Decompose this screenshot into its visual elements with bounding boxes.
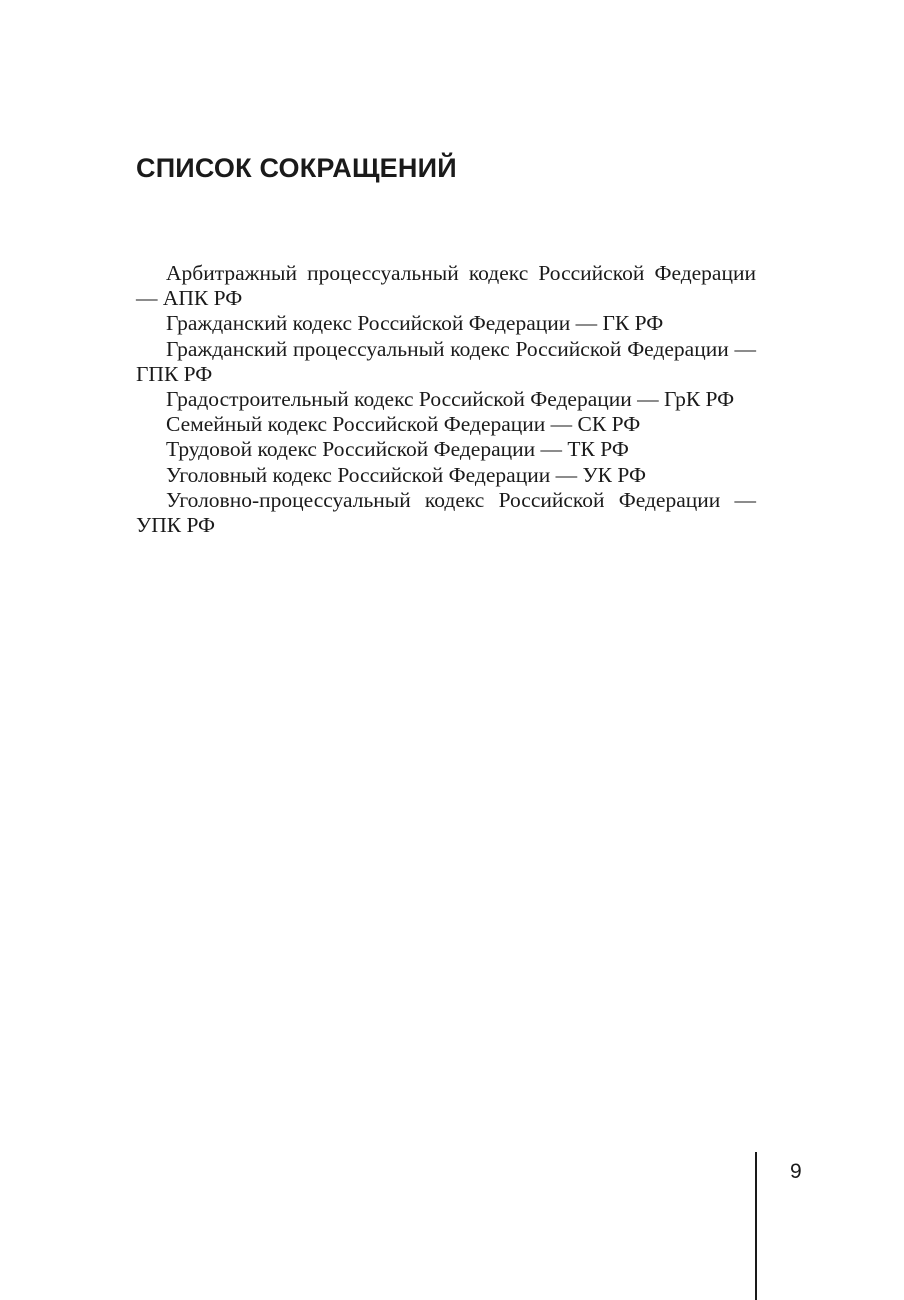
page-title: СПИСОК СОКРАЩЕНИЙ [136, 153, 457, 183]
abbreviation-item-uk: Уголовный кодекс Российской Федерации — УК РФ [166, 462, 646, 487]
abbreviation-item-tk: Трудовой кодекс Российской Федерации — ТК РФ [166, 437, 629, 462]
abbreviation-item-gpk: Гражданский процессуальный кодекс Российской Федерации — ГПК РФ [136, 336, 756, 386]
page-number-divider [755, 1152, 757, 1300]
abbreviation-item-grk: Градостроительный кодекс Российской Федерации — ГрК РФ [166, 387, 735, 412]
abbreviation-item-upk: Уголовно-процессуальный кодекс Российской Федерации — УПК РФ [136, 487, 756, 538]
page-number: 9 [790, 1160, 802, 1183]
abbreviation-list [136, 261, 756, 538]
abbreviation-item-apk: Арбитражный процессуальный кодекс Российской Федерации — АПК РФ [136, 261, 756, 311]
abbreviation-item-gk: Гражданский кодекс Российской Федерации — ГК РФ [166, 311, 664, 336]
abbreviation-item-sk: Семейный кодекс Российской Федерации — СК РФ [166, 412, 641, 437]
